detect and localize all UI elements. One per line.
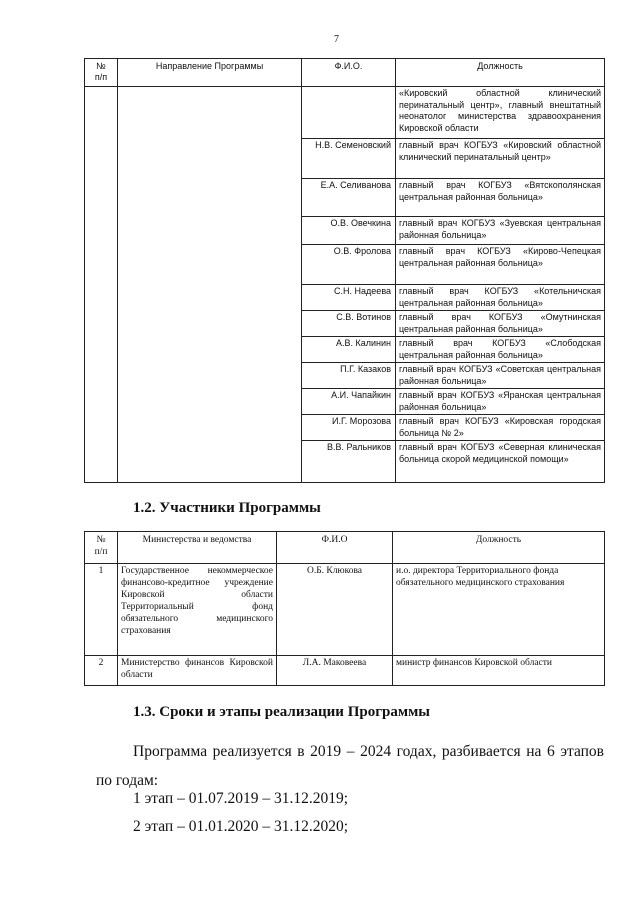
stage-item: 1 этап – 01.07.2019 – 31.12.2019; xyxy=(133,790,349,807)
position-cell: главный врач КОГБУЗ «Яранская центральная районная больница» xyxy=(396,389,605,415)
fio-cell xyxy=(302,87,396,139)
fio-cell: Е.А. Селиванова xyxy=(302,179,396,217)
fio-cell: И.Г. Морозова xyxy=(302,415,396,441)
fio-cell: О.В. Овечкина xyxy=(302,217,396,245)
position-cell: «Кировский областной клинический перинатальный центр», главный внештатный неонатолог министерства здравоохранения Кировской области xyxy=(396,87,605,139)
timeline-paragraph: Программа реализуется в 2019 – 2024 годах, разбивается на 6 этапов по годам: xyxy=(96,743,604,789)
position-cell: главный врач КОГБУЗ «Северная клиническая больница скорой медицинской помощи» xyxy=(396,441,605,483)
position-cell: главный врач КОГБУЗ «Слободская центральная районная больница» xyxy=(396,337,605,363)
header-position: Должность xyxy=(393,532,605,564)
program-direction-table xyxy=(84,58,605,483)
number-cell: 1 xyxy=(85,564,118,656)
position-cell: главный врач КОГБУЗ «Кировский областной клинический перинатальный центр» xyxy=(396,139,605,179)
number-cell: 2 xyxy=(85,656,118,686)
participants-table xyxy=(84,531,605,686)
fio-cell: О.В. Фролова xyxy=(302,245,396,285)
fio-cell: С.Н. Надеева xyxy=(302,285,396,311)
table-header-row xyxy=(85,59,605,87)
fio-cell: П.Г. Казаков xyxy=(302,363,396,389)
section-heading-participants: 1.2. Участники Программы xyxy=(133,500,321,516)
position-cell: главный врач КОГБУЗ «Омутнинская центральная районная больница» xyxy=(396,311,605,337)
table-header-row xyxy=(85,532,605,564)
position-cell: министр финансов Кировской области xyxy=(393,656,605,686)
fio-cell: О.Б. Клюкова xyxy=(277,564,393,656)
fio-cell: В.В. Ральников xyxy=(302,441,396,483)
position-cell: главный врач КОГБУЗ «Котельничская центральная районная больница» xyxy=(396,285,605,311)
page-number: 7 xyxy=(334,34,339,45)
position-cell: главный врач КОГБУЗ «Вятскополянская центральная районная больница» xyxy=(396,179,605,217)
fio-cell: Н.В. Семеновский xyxy=(302,139,396,179)
header-fio: Ф.И.О. xyxy=(302,59,396,87)
fio-cell: Л.А. Маковеева xyxy=(277,656,393,686)
direction-cell xyxy=(118,87,302,483)
ministry-cell: Министерство финансов Кировской области xyxy=(118,656,277,686)
position-cell: главный врач КОГБУЗ «Кирово-Чепецкая центральная районная больница» xyxy=(396,245,605,285)
table-row xyxy=(85,564,605,656)
table-row xyxy=(85,656,605,686)
header-number: № п/п xyxy=(85,532,118,564)
section-heading-timeline: 1.3. Сроки и этапы реализации Программы xyxy=(133,704,430,720)
fio-cell: С.В. Вотинов xyxy=(302,311,396,337)
fio-cell: А.И. Чапайкин xyxy=(302,389,396,415)
header-fio: Ф.И.О xyxy=(277,532,393,564)
position-cell: и.о. директора Территориального фонда обязательного медицинского страхования xyxy=(393,564,605,656)
header-ministries: Министерства и ведомства xyxy=(118,532,277,564)
position-cell: главный врач КОГБУЗ «Кировская городская больница № 2» xyxy=(396,415,605,441)
ministry-cell: Государственное некоммерческое финансово-кредитное учреждение Кировской области Территориальный фонд обязательного медицинского страхования xyxy=(118,564,277,656)
position-cell: главный врач КОГБУЗ «Советская центральная районная больница» xyxy=(396,363,605,389)
header-direction: Направление Программы xyxy=(118,59,302,87)
table-row xyxy=(85,87,605,139)
position-cell: главный врач КОГБУЗ «Зуевская центральная районная больница» xyxy=(396,217,605,245)
stage-item: 2 этап – 01.01.2020 – 31.12.2020; xyxy=(133,818,349,835)
header-position: Должность xyxy=(396,59,605,87)
number-cell xyxy=(85,87,118,483)
fio-cell: А.В. Калинин xyxy=(302,337,396,363)
header-number: № п/п xyxy=(85,59,118,87)
